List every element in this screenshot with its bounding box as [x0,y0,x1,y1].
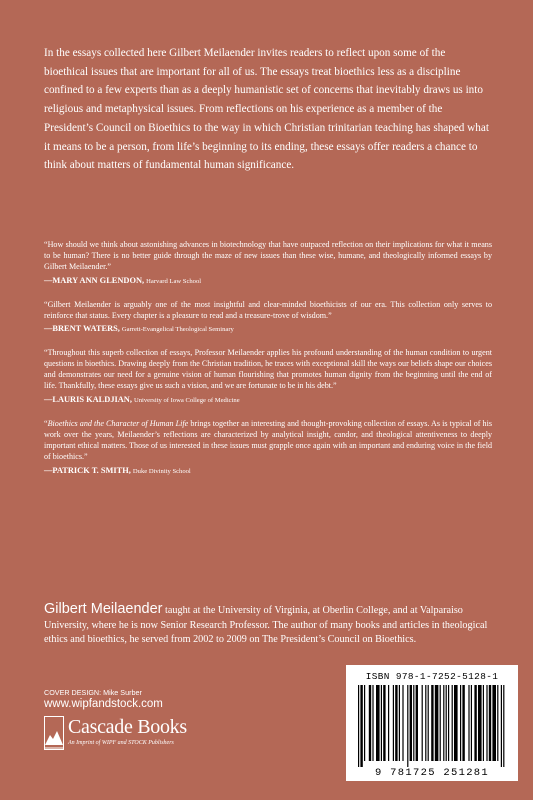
isbn-label: ISBN 978-1-7252-5128-1 [365,671,499,682]
review-attribution [44,466,492,478]
reviewer-name: —PATRICK T. SMITH, [44,465,131,475]
review-attribution [44,395,492,407]
cover-design-credit: COVER DESIGN: Mike Surber [44,688,142,697]
book-title: Bioethics and the Character of Human Life [47,418,189,428]
isbn-barcode [346,665,518,781]
mountain-icon [44,716,64,750]
review [44,300,492,337]
review-quote: “Bioethics and the Character of Human Life brings together an interesting and thought-provoking collection of essays. As is typical of his work over the years, Meilaender’s reflections are characterized by analytical insight, candor, and theological attentiveness to deeply important ethical matters. Those of us interested in these issues must grapple once again with an important and enduring voice in the field of bioethics.” [44,418,492,461]
reviewer-affiliation: Harvard Law School [146,277,202,285]
reviewer-name: —LAURIS KALDJIAN, [44,394,132,404]
author-name: Gilbert Meilaender [44,601,163,617]
publisher-name: Cascade Books [68,716,187,738]
author-bio [44,602,492,648]
reviews-section [44,240,492,489]
review [44,419,492,478]
barcode-digits: 9 781725 251281 [374,767,489,779]
reviewer-affiliation: Garrett-Evangelical Theological Seminary [121,326,234,334]
reviewer-name: —BRENT WATERS, [44,324,120,334]
publisher-logo [44,716,244,756]
reviewer-name: —MARY ANN GLENDON, [44,275,145,285]
publisher-website[interactable]: www.wipfandstock.com [44,698,163,710]
review-quote: “How should we think about astonishing advances in biotechnology that have outpaced reflection on their implications for what it means to be human? There is no better guide through the maze of new issues than these wise, humane, and theologically informed essays by Gilbert Meilaender.” [44,240,492,271]
review [44,348,492,407]
book-description: In the essays collected here Gilbert Meilaender invites readers to reflect upon some of the bioethical issues that are important for all of us. The essays treat bioethics less as a discipline confined to a few experts than as a deeply humanistic set of concerns that inevitably draws us into religious and metaphysical issues. From reflections on his experience as a member of the President’s Council on Bioethics to the way in which Christian trinitarian teaching has shaped what it means to be a person, from life’s beginning to its ending, these essays offer readers a chance to think about matters of fundamental human significance. [44,47,489,172]
review-quote: “Gilbert Meilaender is arguably one of the most insightful and clear-minded bioethicists of our era. This collection only serves to reinforce that status. Every chapter is a pleasure to read and a treasure-trove of wisdom.” [44,299,492,320]
author-bio-text: taught at the University of Virginia, at Oberlin College, and at Valparaiso University, where he is now Senior Research Professor. The author of many books and articles in theological ethics and bioethics, he served from 2002 to 2009 on The President’s Council on Bioethics. [44,605,488,646]
review-attribution [44,276,492,288]
reviewer-affiliation: Duke Divinity School [132,467,191,475]
review [44,240,492,288]
review-quote: “Throughout this superb collection of essays, Professor Meilaender applies his profound understanding of the human condition to urgent questions in bioethics. Drawing deeply from the Christian tradition, he traces with exceptional skill the ways our beliefs shape our choices and demonstrates our need for a genuine vision of human flourishing that promotes human dignity from the beginning until the end of life. Thankfully, these essays give us such a vision, and we are fortunate to be in his debt.” [44,348,492,391]
review-attribution [44,324,492,336]
barcode-icon [356,685,508,767]
publisher-imprint: An Imprint of WIPF and STOCK Publishers [68,740,174,746]
reviewer-affiliation: University of Iowa College of Medicine [133,396,240,404]
